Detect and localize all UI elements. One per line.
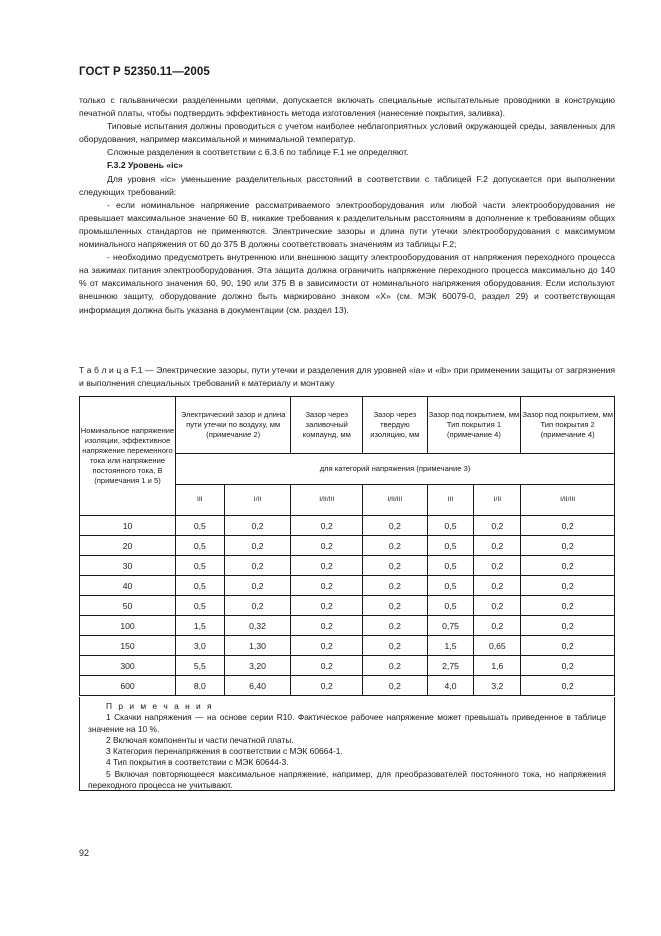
value-cell: 0,2: [224, 576, 291, 596]
value-cell: 1,5: [176, 616, 225, 636]
value-cell: 0,2: [474, 536, 521, 556]
value-cell: 0,2: [521, 656, 615, 676]
value-cell: 0,32: [224, 616, 291, 636]
header-compound: Зазор через заливочный компаунд, мм: [291, 397, 363, 454]
value-cell: 0,2: [474, 596, 521, 616]
value-cell: 0,5: [176, 556, 225, 576]
voltage-cell: 100: [80, 616, 176, 636]
list-item: - если номинальное напряжение рассматриваемого электрооборудования или любой части электрооборудования не превышает максимальное значение 60 В, никакие требования к разделительным расстояниям в дополнение к требованиям общих промышленных стандартов не применяются. Электрические зазоры и длина пути утечки электрооборудования с максимумом номинального напряжения от 60 до 375 В должны соответствовать значениям из таблицы F.2;: [79, 199, 615, 250]
note: 5 Включая повторяющееся максимальное напряжение, например, для преобразователей постоянного тока, но напряжения переходного процесса не учитывают.: [88, 768, 606, 791]
category-code: I/II: [474, 485, 521, 516]
table-row: [80, 556, 615, 576]
value-cell: 0,2: [291, 516, 363, 536]
list-item: - необходимо предусмотреть внутреннюю или внешнюю защиту электрооборудования от напряжения переходного процесса на зажимах питания электрооборудования. Эта защита должна ограничить напряжение переходного процесса максимально до 140 % от максимального значения 60, 90, 190 или 375 В в зависимости от номинального напряжения оборудования. Если используют внешнюю защиту, оборудование должно быть маркировано знаком «X» (см. МЭК 60079-0, раздел 29) и соответствующая информация должна быть указана в документации (см. раздел 13).: [79, 252, 615, 315]
value-cell: 0,2: [521, 676, 615, 696]
value-cell: 0,2: [474, 556, 521, 576]
value-cell: 0,2: [474, 616, 521, 636]
value-cell: 0,2: [521, 576, 615, 596]
paragraph: Для уровня «ic» уменьшение разделительных расстояний в соответствии с таблицей F.2 допускается при выполнении следующих требований:: [79, 173, 615, 197]
voltage-cell: 150: [80, 636, 176, 656]
value-cell: 0,2: [291, 676, 363, 696]
clearance-table: [79, 396, 615, 696]
value-cell: 0,2: [521, 536, 615, 556]
value-cell: 3,0: [176, 636, 225, 656]
value-cell: 0,2: [521, 636, 615, 656]
note: 4 Тип покрытия в соответствии с МЭК 60644-3.: [106, 757, 289, 768]
value-cell: 0,2: [291, 576, 363, 596]
voltage-cell: 10: [80, 516, 176, 536]
value-cell: 0,2: [521, 616, 615, 636]
value-cell: 2,75: [427, 656, 474, 676]
value-cell: 0,2: [291, 656, 363, 676]
value-cell: 0,2: [363, 536, 427, 556]
category-code: III: [427, 485, 474, 516]
value-cell: 0,2: [521, 556, 615, 576]
table-row: [80, 616, 615, 636]
value-cell: 0,2: [363, 596, 427, 616]
voltage-cell: 300: [80, 656, 176, 676]
category-code: I/II/III: [521, 485, 615, 516]
voltage-cell: 50: [80, 596, 176, 616]
value-cell: 0,5: [176, 516, 225, 536]
value-cell: 0,5: [176, 596, 225, 616]
value-cell: 0,5: [427, 536, 474, 556]
value-cell: 4,0: [427, 676, 474, 696]
table-row: [80, 516, 615, 536]
table-row: [80, 676, 615, 696]
value-cell: 8,0: [176, 676, 225, 696]
note: 3 Категория перенапряжения в соответствии с МЭК 60664-1.: [106, 746, 343, 757]
value-cell: 0,2: [291, 536, 363, 556]
value-cell: 0,2: [363, 636, 427, 656]
header-solid: Зазор через твердую изоляцию, мм: [363, 397, 427, 454]
value-cell: 0,5: [427, 516, 474, 536]
value-cell: 0,5: [427, 556, 474, 576]
value-cell: 6,40: [224, 676, 291, 696]
page-number: 92: [79, 848, 90, 858]
value-cell: 3,20: [224, 656, 291, 676]
value-cell: 0,5: [427, 596, 474, 616]
paragraph: Типовые испытания должны проводиться с учетом наиболее неблагоприятных условий окружающей среды, заявленных для оборудования, например максимальной и минимальной температур.: [79, 121, 615, 145]
note: 2 Включая компоненты и части печатной платы.: [106, 734, 294, 745]
value-cell: 0,2: [521, 596, 615, 616]
value-cell: 0,2: [291, 636, 363, 656]
category-code: I/II/III: [291, 485, 363, 516]
value-cell: 0,2: [224, 516, 291, 536]
value-cell: 0,2: [224, 536, 291, 556]
value-cell: 0,2: [224, 556, 291, 576]
voltage-cell: 30: [80, 556, 176, 576]
value-cell: 0,2: [363, 656, 427, 676]
value-cell: 0,5: [176, 576, 225, 596]
voltage-cell: 600: [80, 676, 176, 696]
value-cell: 0,75: [427, 616, 474, 636]
note: 1 Скачки напряжения — на основе серии R10. Фактическое рабочее напряжение может превышать приведенное в таблице значение на 10 %.: [88, 712, 606, 734]
value-cell: 0,2: [363, 556, 427, 576]
voltage-cell: 40: [80, 576, 176, 596]
table-row: [80, 636, 615, 656]
value-cell: 0,2: [291, 616, 363, 636]
header-coating-1: Зазор под покрытием, мм Тип покрытия 1 (примечание 4): [427, 397, 521, 454]
header-voltage: Номинальное напряжение изоляции, эффективное напряжение переменного тока или напряжение постоянного тока, В (примечания 1 и 5): [80, 397, 176, 516]
notes-title: П р и м е ч а н и я: [106, 701, 214, 711]
value-cell: 0,2: [474, 516, 521, 536]
value-cell: 0,5: [427, 576, 474, 596]
category-code: I/II: [224, 485, 291, 516]
body-text: [79, 94, 615, 317]
value-cell: 1,6: [474, 656, 521, 676]
value-cell: 0,2: [474, 576, 521, 596]
value-cell: 0,2: [363, 516, 427, 536]
table-row: [80, 656, 615, 676]
document-header: ГОСТ Р 52350.11—2005: [79, 66, 210, 78]
value-cell: 0,2: [363, 576, 427, 596]
paragraph: только с гальванически разделенными цепями, допускается включать специальные испытательные проводники в конструкцию печатной платы, чтобы подтвердить эффективность метода изготовления (нанесение покрытия, заливка).: [79, 95, 615, 119]
voltage-cell: 20: [80, 536, 176, 556]
table-row: [80, 576, 615, 596]
value-cell: 0,2: [291, 596, 363, 616]
table-notes: [79, 697, 615, 791]
table-caption: Т а б л и ц а F.1 — Электрические зазоры, пути утечки и разделения для уровней «ia» и «ib» при применении защиты от загрязнения и выполнения специальных требований к материалу и монтажу: [79, 365, 615, 388]
value-cell: 0,65: [474, 636, 521, 656]
header-coating-2: Зазор под покрытием, мм Тип покрытия 2 (примечание 4): [521, 397, 615, 454]
table-row: [80, 596, 615, 616]
value-cell: 0,2: [224, 596, 291, 616]
value-cell: 0,2: [363, 616, 427, 636]
subsection-heading: F.3.2 Уровень «ic»: [107, 160, 184, 171]
value-cell: 5,5: [176, 656, 225, 676]
value-cell: 1,30: [224, 636, 291, 656]
value-cell: 0,5: [176, 536, 225, 556]
category-code: III: [176, 485, 225, 516]
header-clearance: Электрический зазор и длина пути утечки по воздуху, мм (примечание 2): [176, 397, 291, 454]
table-row: [80, 536, 615, 556]
category-code: I/II/III: [363, 485, 427, 516]
categories-label: для категорий напряжения (примечание 3): [176, 454, 615, 485]
paragraph: Сложные разделения в соответствии с 6.3.6 по таблице F.1 не определяют.: [107, 147, 409, 158]
value-cell: 1,5: [427, 636, 474, 656]
value-cell: 0,2: [291, 556, 363, 576]
value-cell: 0,2: [363, 676, 427, 696]
value-cell: 0,2: [521, 516, 615, 536]
value-cell: 3,2: [474, 676, 521, 696]
